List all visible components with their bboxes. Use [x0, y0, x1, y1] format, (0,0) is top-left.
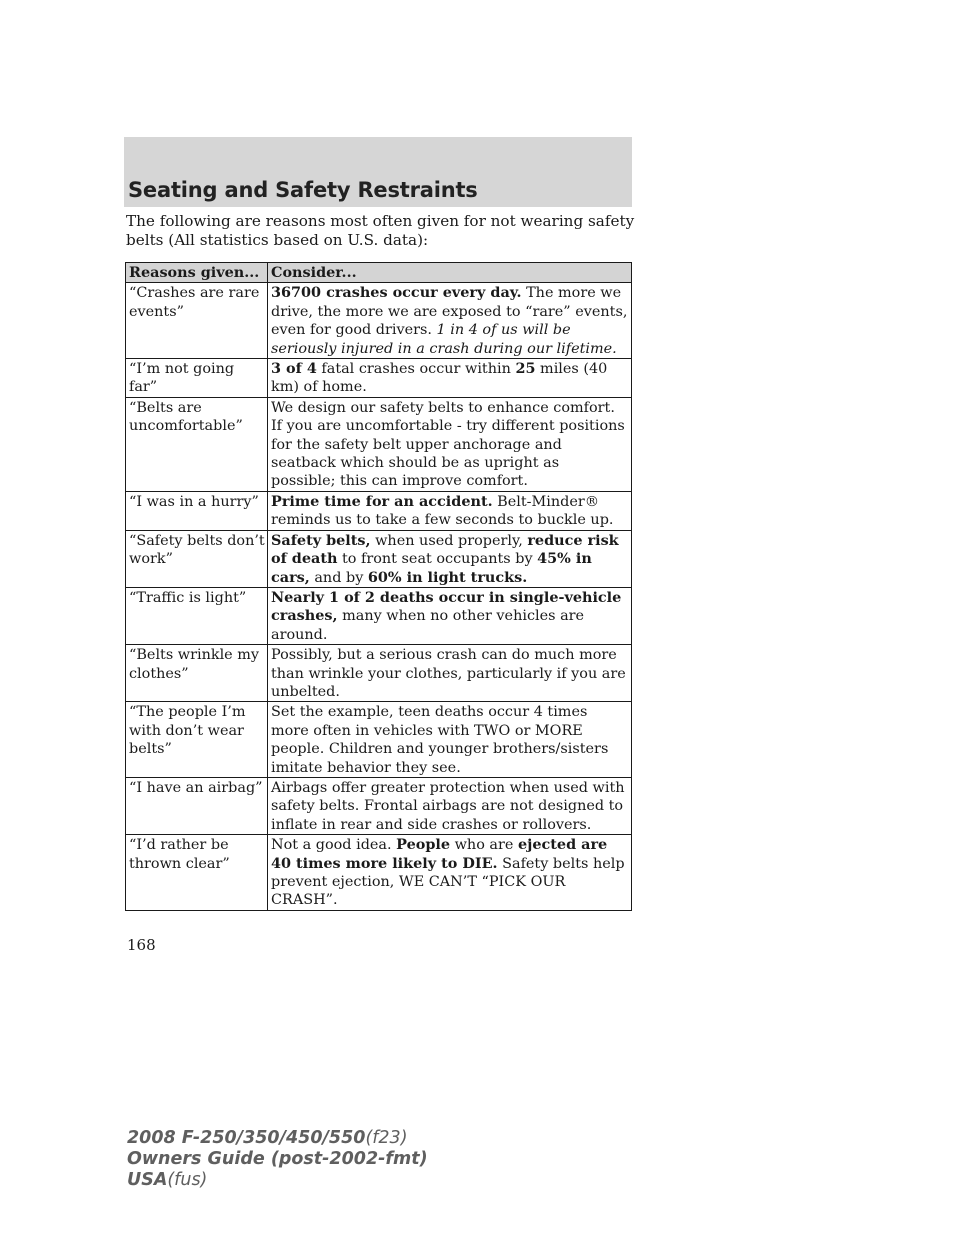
reason-cell: “Traffic is light”	[126, 587, 268, 644]
emphasis-text: 45% in cars,	[271, 550, 592, 586]
reason-cell: “I’m not going far”	[126, 359, 268, 398]
body-text: Airbags offer greater protection when used with safety belts. Frontal airbags are not designed to inflate in rear and side crashes or rollovers.	[271, 779, 625, 833]
table-row	[126, 777, 632, 834]
table-row	[126, 530, 632, 587]
column-header-reasons: Reasons given...	[126, 263, 268, 283]
italic-text: 1 in 4 of us will be seriously injured in a crash during our lifetime.	[271, 322, 617, 357]
body-text: The more we drive, the more we are exposed to “rare” events, even for good drivers.	[271, 285, 628, 339]
table-row	[126, 491, 632, 530]
document-footer	[127, 1128, 428, 1191]
table-row	[126, 702, 632, 778]
body-text: Possibly, but a serious crash can do much more than wrinkle your clothes, particularly if you are unbelted.	[271, 647, 626, 700]
emphasis-text: 36700 crashes occur every day.	[271, 284, 522, 302]
body-text: Not a good idea.	[271, 837, 397, 854]
footer-model-code: (f23)	[365, 1128, 408, 1148]
emphasis-text: Safety belts,	[271, 531, 371, 549]
table-body	[126, 283, 632, 910]
consider-cell	[268, 835, 632, 911]
emphasis-text: People	[396, 836, 451, 854]
reason-cell: “Crashes are rare events”	[126, 283, 268, 359]
body-text: We design our safety belts to enhance comfort. If you are uncomfortable - try different positions for the safety belt upper anchorage and seatback which should be as upright as possible; this can improve comfort.	[271, 399, 625, 490]
body-text: miles (40 km) of home.	[271, 361, 608, 396]
footer-line-model	[127, 1128, 428, 1149]
body-text: to front seat occupants by	[337, 551, 538, 568]
consider-cell	[268, 530, 632, 587]
footer-market-code: (fus)	[167, 1170, 208, 1190]
page-number: 168	[127, 936, 156, 954]
footer-model: 2008 F-250/350/450/550	[127, 1128, 366, 1148]
emphasis-text: 60% in light trucks.	[367, 568, 528, 586]
reason-cell: “I have an airbag”	[126, 777, 268, 834]
consider-cell	[268, 645, 632, 702]
body-text: many when no other vehicles are around.	[271, 608, 585, 643]
column-header-consider: Consider...	[268, 263, 632, 283]
reason-cell: “Belts wrinkle my clothes”	[126, 645, 268, 702]
body-text: and by	[309, 569, 368, 586]
reasons-table	[125, 262, 632, 911]
table-row	[126, 645, 632, 702]
table-row	[126, 587, 632, 644]
reason-cell: “I was in a hurry”	[126, 491, 268, 530]
footer-line-guide	[127, 1149, 428, 1170]
consider-cell	[268, 359, 632, 398]
emphasis-text: 3 of 4	[271, 360, 317, 378]
section-title: Seating and Safety Restraints	[128, 178, 478, 202]
table-row	[126, 359, 632, 398]
body-text: who are	[450, 837, 518, 854]
table-row	[126, 283, 632, 359]
consider-cell	[268, 283, 632, 359]
body-text: when used properly,	[370, 532, 528, 549]
footer-market: USA	[127, 1170, 168, 1190]
consider-cell	[268, 587, 632, 644]
reason-cell: “I’d rather be thrown clear”	[126, 835, 268, 911]
reason-cell: “Belts are uncomfortable”	[126, 397, 268, 491]
consider-cell	[268, 702, 632, 778]
body-text: Belt-Minder® reminds us to take a few seconds to buckle up.	[271, 493, 614, 529]
reason-cell: “Safety belts don’t work”	[126, 530, 268, 587]
emphasis-text: 25	[515, 360, 536, 378]
table-row	[126, 397, 632, 491]
table-header-row	[126, 263, 632, 283]
consider-cell	[268, 397, 632, 491]
body-text: fatal crashes occur within	[316, 361, 516, 378]
body-text: Safety belts help prevent ejection, WE CAN’T “PICK OUR CRASH”.	[271, 855, 625, 909]
body-text: Set the example, teen deaths occur 4 times more often in vehicles with TWO or MORE people. Children and younger brothers/sisters imitate behavior they see.	[271, 704, 609, 776]
reason-cell: “The people I’m with don’t wear belts”	[126, 702, 268, 778]
intro-paragraph: The following are reasons most often given for not wearing safety belts (All statistics based on U.S. data):	[126, 212, 635, 249]
footer-line-market	[127, 1170, 428, 1191]
footer-guide: Owners Guide (post-2002-fmt)	[127, 1149, 428, 1169]
emphasis-text: Nearly 1 of 2 deaths occur in single-vehicle crashes,	[271, 588, 622, 625]
table-row	[126, 835, 632, 911]
consider-cell	[268, 491, 632, 530]
emphasis-text: ejected are 40 times more likely to DIE.	[271, 836, 608, 872]
consider-cell	[268, 777, 632, 834]
emphasis-text: reduce risk of death	[271, 531, 619, 568]
emphasis-text: Prime time for an accident.	[271, 492, 493, 510]
